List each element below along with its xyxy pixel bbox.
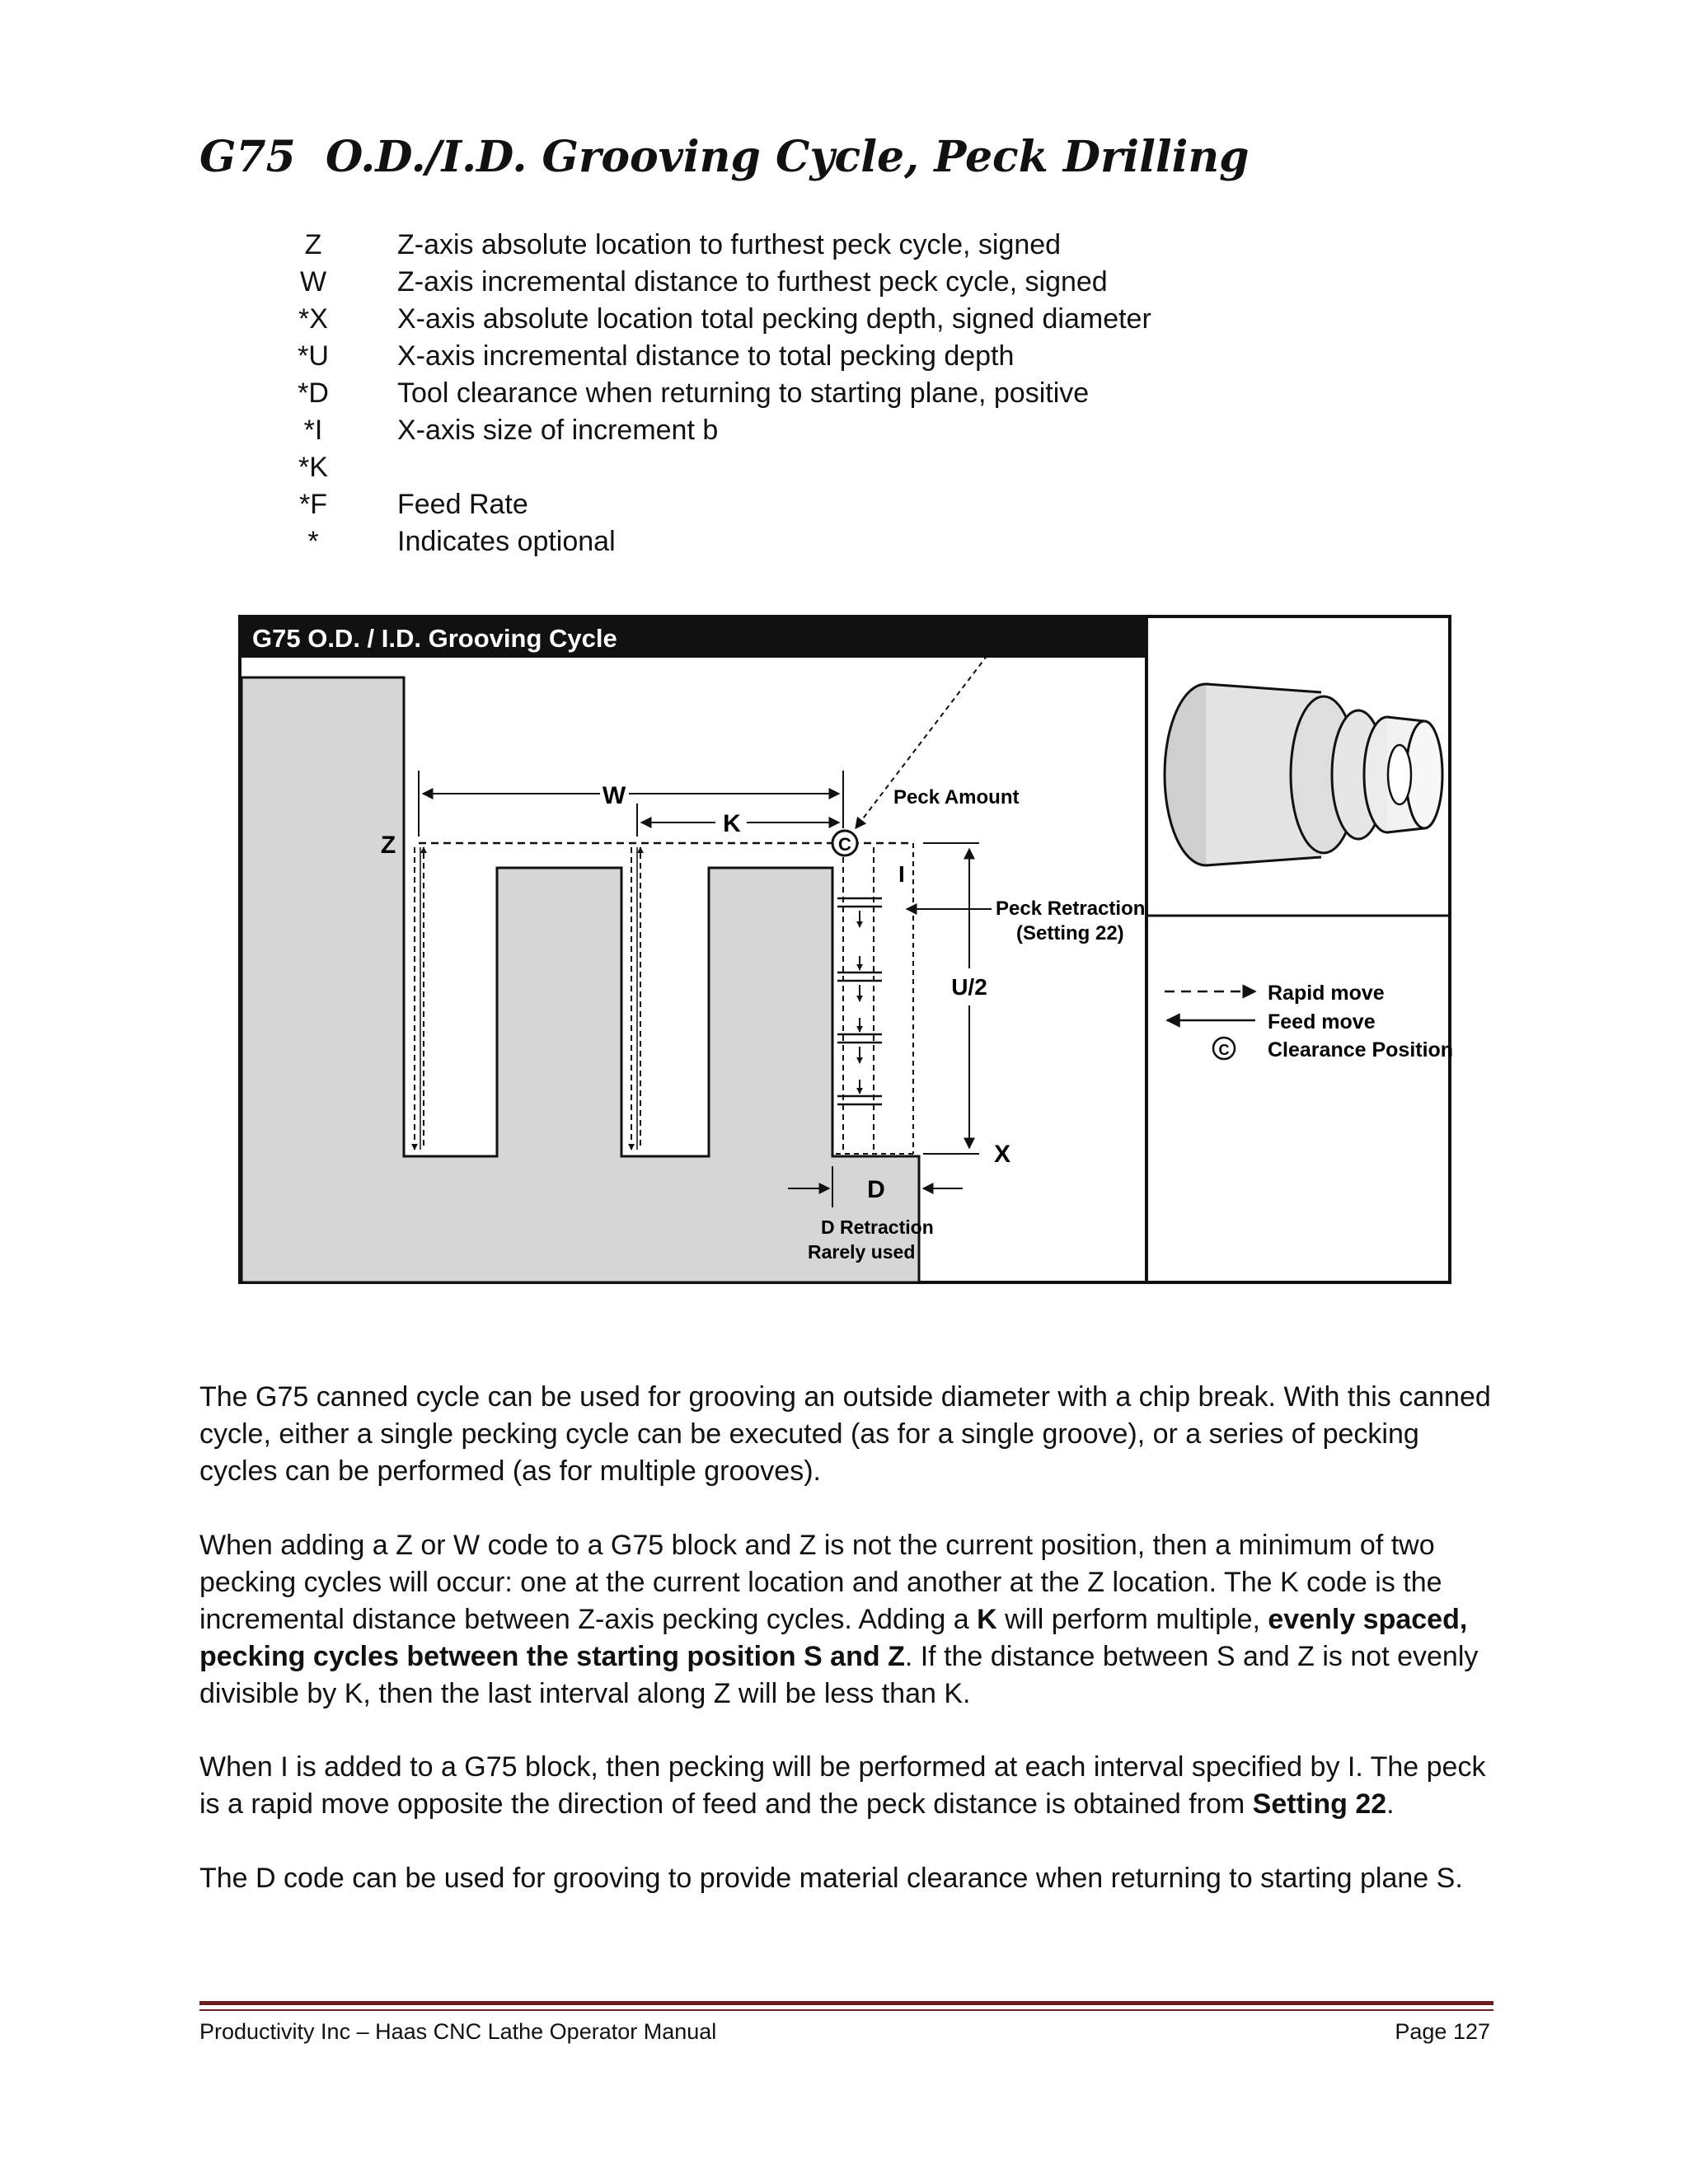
i-label: I <box>898 861 905 887</box>
footer-rule <box>199 2001 1493 2005</box>
k-label: K <box>723 810 741 837</box>
paragraph-2-text: When adding a Z or W code to a G75 block and Z is not the current position, then a minimum of two pecking cycles will occur: one at the current location and another at the Z location. The K code is the incremental distance between Z-axis pecking cycles. Adding a <box>199 1530 1442 1635</box>
param-code: W <box>299 266 327 298</box>
feed-move-label: Feed move <box>1268 1010 1376 1033</box>
param-desc: Tool clearance when returning to starting plane, positive <box>397 377 1090 409</box>
param-desc: Z-axis incremental distance to furthest peck cycle, signed <box>397 266 1108 298</box>
param-code: *X <box>298 303 328 335</box>
diagram-header-title: G75 O.D. / I.D. Grooving Cycle <box>252 624 617 653</box>
paragraph-2 <box>199 1527 1502 1713</box>
w-label: W <box>602 782 626 809</box>
setting-22-label: (Setting 22) <box>1016 922 1124 944</box>
param-code: Z <box>304 229 322 260</box>
clearance-position-label: Clearance Position <box>1268 1038 1454 1062</box>
footer-manual-title: Productivity Inc – Haas CNC Lathe Operator Manual <box>199 2019 717 2044</box>
page-title: G75 O.D./I.D. Grooving Cycle, Peck Drilling <box>199 132 1250 182</box>
paragraph-2-text: will perform multiple, <box>996 1604 1268 1635</box>
param-code: *F <box>299 489 327 520</box>
footer-rule <box>199 2009 1493 2011</box>
param-row <box>280 412 1269 449</box>
parameter-list <box>280 227 1269 560</box>
param-row <box>280 375 1269 412</box>
d-retraction-label: D Retraction <box>821 1216 934 1238</box>
param-row <box>280 486 1269 523</box>
paragraph-4: The D code can be used for grooving to provide material clearance when returning to starting plane S. <box>199 1863 1463 1894</box>
param-code: *U <box>298 340 329 372</box>
param-desc: Indicates optional <box>397 526 616 557</box>
param-code: *I <box>303 415 323 446</box>
paragraph-3-text: . <box>1386 1788 1395 1820</box>
param-row <box>280 301 1269 338</box>
param-row <box>280 264 1269 301</box>
k-emphasis: K <box>977 1604 997 1635</box>
peck-amount-label: Peck Amount <box>893 786 1020 808</box>
param-desc: X-axis incremental distance to total pecking depth <box>397 340 1015 372</box>
param-desc: Feed Rate <box>397 489 528 520</box>
clearance-legend-c: C <box>1218 1042 1230 1058</box>
param-code: * <box>307 526 319 557</box>
param-row <box>280 227 1269 264</box>
peck-retraction-label: Peck Retraction <box>996 898 1146 920</box>
evenly-spaced-emphasis: evenly spaced, pecking cycles between the starting position S and Z <box>199 1604 1468 1672</box>
rapid-move-label: Rapid move <box>1268 982 1385 1005</box>
paragraph-1: The G75 canned cycle can be used for grooving an outside diameter with a chip break. With this canned cycle, either a single pecking cycle can be executed (as for a single groove), or a series of pecking cycles can be performed (as for multiple grooves). <box>199 1381 1491 1487</box>
x-label: X <box>994 1141 1011 1168</box>
paragraph-3-text: When I is added to a G75 block, then pecking will be performed at each interval specified by I. The peck is a rapid move opposite the direction of feed and the peck distance is obtained from <box>199 1751 1486 1820</box>
param-row <box>280 449 1269 486</box>
clearance-c-label: C <box>838 834 851 855</box>
param-desc: X-axis size of increment b <box>397 415 719 446</box>
param-desc: Z-axis absolute location to furthest peck cycle, signed <box>397 229 1062 260</box>
d-label: D <box>867 1176 885 1203</box>
param-desc: X-axis absolute location total pecking depth, signed diameter <box>397 303 1151 335</box>
grooving-cycle-diagram <box>237 614 1454 1290</box>
u2-label: U/2 <box>951 974 987 1000</box>
setting-22-emphasis: Setting 22 <box>1252 1788 1387 1820</box>
paragraph-2-text: . If the distance between S and Z is not evenly divisible by K, then the last interval along Z will be less than K. <box>199 1641 1479 1709</box>
footer-page-number: Page 127 <box>1395 2019 1490 2044</box>
param-code: *K <box>298 452 328 483</box>
param-code: *D <box>298 377 329 409</box>
z-label: Z <box>380 832 396 859</box>
param-row <box>280 338 1269 375</box>
param-row <box>280 523 1269 560</box>
paragraph-3 <box>199 1749 1502 1823</box>
rarely-used-label: Rarely used <box>808 1241 916 1263</box>
